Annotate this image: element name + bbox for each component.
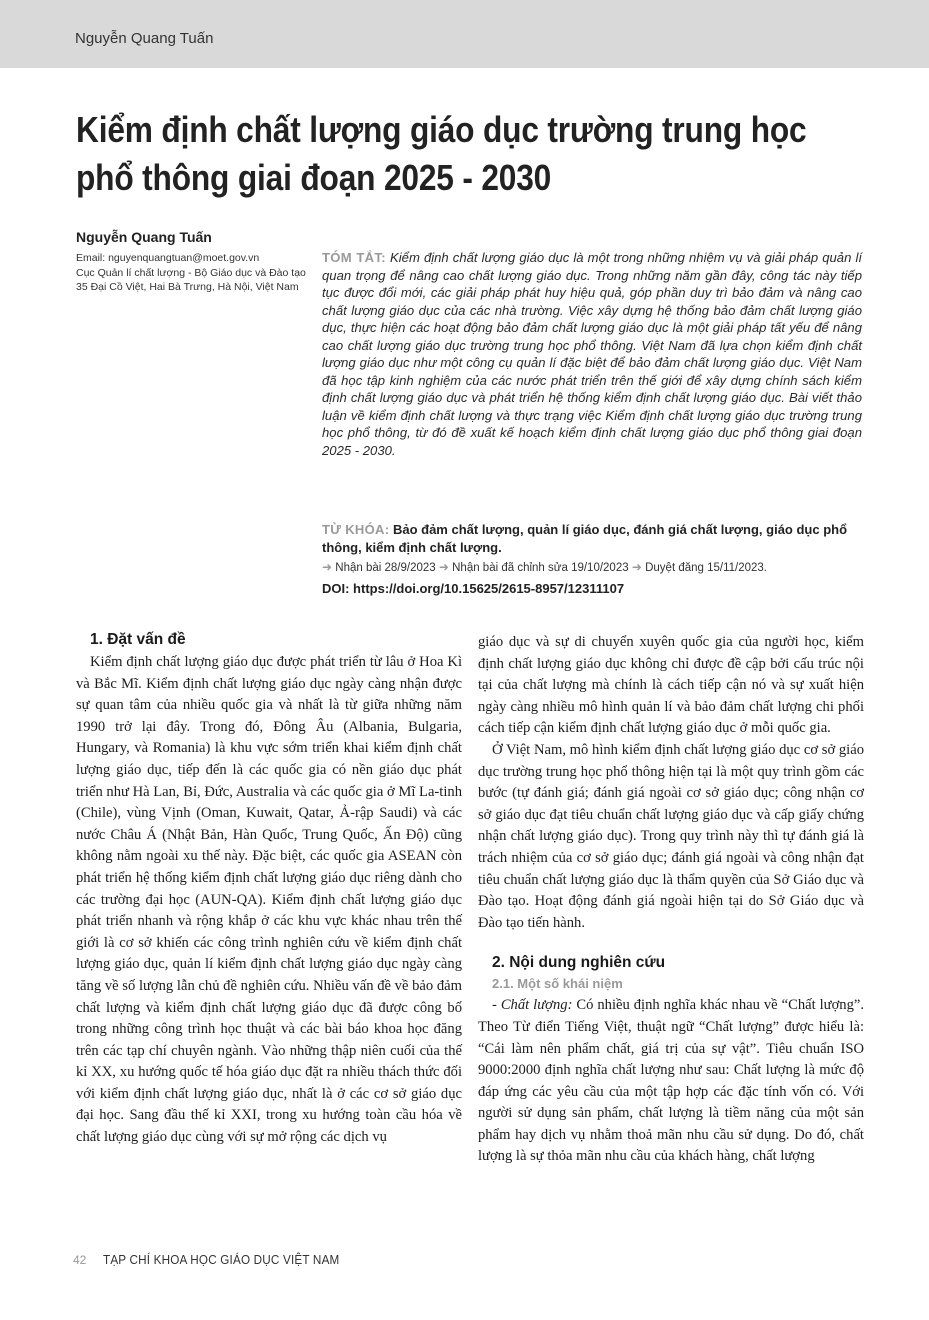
section-1-heading: 1. Đặt vấn đề	[90, 631, 186, 648]
column-right	[478, 632, 864, 1168]
date-accepted: Duyệt đăng 15/11/2023.	[645, 562, 768, 574]
abstract-text: Kiểm định chất lượng giáo dục là một trong những nhiệm vụ và giải pháp quản lí quan trọng để nâng cao chất lượng giáo dục. Trong những năm gần đây, công tác này tiếp tục được đổi mới, các giải pháp phát huy hiệu quả, góp phần duy trì bảo đảm và nâng cao chất lượng giáo dục của các nhà trường. Việc xây dựng hệ thống bảo đảm chất lượng giáo dục, thực hiện các hoạt động bảo đảm chất lượng giáo dục là một giải pháp tất yếu để nâng cao chất lượng giáo dục trường trung học phổ thông. Việt Nam đã lựa chọn kiểm định chất lượng giáo dục như một công cụ quản lí đặc biệt để bảo đảm chất lượng giáo dục. Việt Nam đã học tập kinh nghiệm của các nước phát triển trên thế giới để xây dựng chính sách kiểm định chất lượng giáo dục và phát triển hệ thống kiểm định chất lượng giáo dục. Bài viết thảo luận về kiểm định chất lượng và thực trạng việc Kiểm định chất lượng giáo dục trường trung học phổ thông, từ đó đề xuất kế hoạch kiểm định chất lượng giáo dục phổ thông giai đoạn 2025 - 2030.	[322, 250, 862, 458]
title-line-1: Kiểm định chất lượng giáo dục trường trung học	[76, 109, 807, 150]
right-paragraph-3-text: Có nhiều định nghĩa khác nhau về “Chất lượng”. Theo Từ điển Tiếng Việt, thuật ngữ “Chất lượng” được hiểu là: “Cái làm nên phẩm chất, giá trị của sự vật”. Tiêu chuẩn ISO 9000:2000 định nghĩa chất lượng như sau: Chất lượng là mức độ đáp ứng các yêu cầu của một tập hợp các đặc tính vốn có. Với người sử dụng sản phẩm, chất lượng là tiềm năng của một sản phẩm hay dịch vụ nhằm thoả mãn nhu cầu sử dụng. Do đó, chất lượng là sự thỏa mãn nhu cầu của khách hàng, chất lượng	[478, 997, 865, 1165]
column-left	[76, 630, 462, 1149]
article-dates	[322, 560, 867, 574]
arrow-right-icon: ➜	[631, 560, 642, 574]
abstract	[322, 249, 862, 459]
right-paragraph-1: giáo dục và sự di chuyển xuyên quốc gia của người học, kiểm định chất lượng giáo dục không chỉ được đề cập bởi cấu trúc nội tại của chất lượng mà chính là cách tiếp cận nó và sự xuất hiện ngày càng nhiều mô hình quản lí và bảo đảm chất lượng chi phối cách tiếp cận kiểm định chất lượng giáo dục ở mỗi quốc gia.	[478, 634, 864, 737]
abstract-label: TÓM TẮT:	[322, 250, 386, 265]
arrow-right-icon: ➜	[438, 560, 449, 574]
page-number: 42	[73, 1253, 87, 1267]
section-2-1-heading: 2.1. Một số khái niệm	[492, 976, 623, 992]
term-chat-luong: Chất lượng:	[500, 997, 573, 1014]
right-paragraph-3	[478, 995, 864, 1168]
date-received: Nhận bài 28/9/2023	[335, 562, 436, 574]
section-1-paragraph: Kiểm định chất lượng giáo dục được phát triển từ lâu ở Hoa Kì và Bắc Mĩ. Kiểm định chất lượng giáo dục ngày càng nhận được sự quan tâm của nhiều quốc gia và nhất là từ giữa những năm 1990 trở lại đây. Trong đó, Đông Âu (Albania, Bulgaria, Hungary, và Romania) là khu vực sớm triển khai kiểm định chất lượng giáo dục, tiếp đến là các quốc gia có nền giáo dục phát triển như Hà Lan, Bỉ, Đức, Australia và các quốc gia ở Mĩ La-tinh (Chile), vùng Vịnh (Oman, Kuwait, Qatar, Ả-rập Saudi) và các nước Châu Á (Nhật Bản, Hàn Quốc, Trung Quốc, Ấn Độ) cũng không nằm ngoài xu thế này. Đặc biệt, các quốc gia ASEAN còn phát triển hệ thống kiểm định chất lượng giáo dục riêng dành cho các trường đại học (AUN-QA). Kiểm định chất lượng giáo dục phát triển nhanh và rộng khắp ở các khu vực khác nhau trên thế giới là cơ sở khiến các công trình nghiên cứu về kiểm định chất lượng giáo dục, quản lí kiểm định chất lượng giáo dục ngày càng tăng về số lượng lẫn chủ đề nghiên cứu. Nhiều vấn đề về bảo đảm chất lượng và kiểm định chất lượng giáo dục đã được công bố trong những công trình học thuật và các bài báo khoa học đăng trên các tạp chí chuyên ngành. Vào những thập niên cuối của thế kỉ XX, xu hướng quốc tế hóa giáo dục đặt ra nhiều thách thức đối với kiểm định chất lượng giáo dục, nhất là ở các cơ sở giáo dục đại học. Sang đầu thế kỉ XXI, trong xu hướng toàn cầu hóa về chất lượng giáo dục cùng với sự mở rộng các dịch vụ	[76, 654, 462, 1146]
section-2-heading: 2. Nội dung nghiên cứu	[492, 954, 666, 972]
author-address: 35 Đại Cồ Việt, Hai Bà Trưng, Hà Nội, Việt Nam	[76, 281, 299, 293]
keywords-text: Bảo đảm chất lượng, quản lí giáo dục, đánh giá chất lượng, giáo dục phổ thông, kiểm định chất lượng.	[322, 522, 848, 555]
keywords-label: TỪ KHÓA:	[322, 522, 390, 537]
date-revised: Nhận bài đã chỉnh sửa 19/10/2023	[452, 562, 629, 574]
journal-name: TẠP CHÍ KHOA HỌC GIÁO DỤC VIỆT NAM	[103, 1252, 340, 1267]
author-info	[76, 251, 316, 295]
author-email: Email: nguyenquangtuan@moet.gov.vn	[76, 252, 260, 264]
doi[interactable]: DOI: https://doi.org/10.15625/2615-8957/12311107	[322, 581, 625, 596]
running-head: Nguyễn Quang Tuấn	[75, 30, 214, 47]
right-paragraph-2: Ở Việt Nam, mô hình kiểm định chất lượng giáo dục cơ sở giáo dục trường trung học phổ thông hiện tại là một quy trình gồm các bước (tự đánh giá; đánh giá ngoài cơ sở giáo dục; công nhận cơ sở giáo dục đạt tiêu chuẩn chất lượng giáo dục và cấp giấy chứng nhận chất lượng giáo dục). Trong quy trình này thì tự đánh giá là trách nhiệm của cơ sở giáo dục; đánh giá ngoài và công nhận đạt tiêu chuẩn chất lượng giáo dục là thẩm quyền của Sở Giáo dục và Đào tạo. Hoạt động đánh giá ngoài hiện tại do Sở Giáo dục và Đào tạo tiến hành.	[478, 741, 864, 931]
title-line-2: phổ thông giai đoạn 2025 - 2030	[76, 157, 552, 198]
keywords	[322, 521, 867, 557]
arrow-right-icon: ➜	[322, 560, 333, 574]
term-prefix: -	[492, 997, 501, 1014]
author-name: Nguyễn Quang Tuấn	[76, 229, 212, 245]
article-title	[76, 106, 807, 202]
author-affiliation: Cục Quản lí chất lượng - Bộ Giáo dục và Đào tạo	[76, 266, 306, 279]
